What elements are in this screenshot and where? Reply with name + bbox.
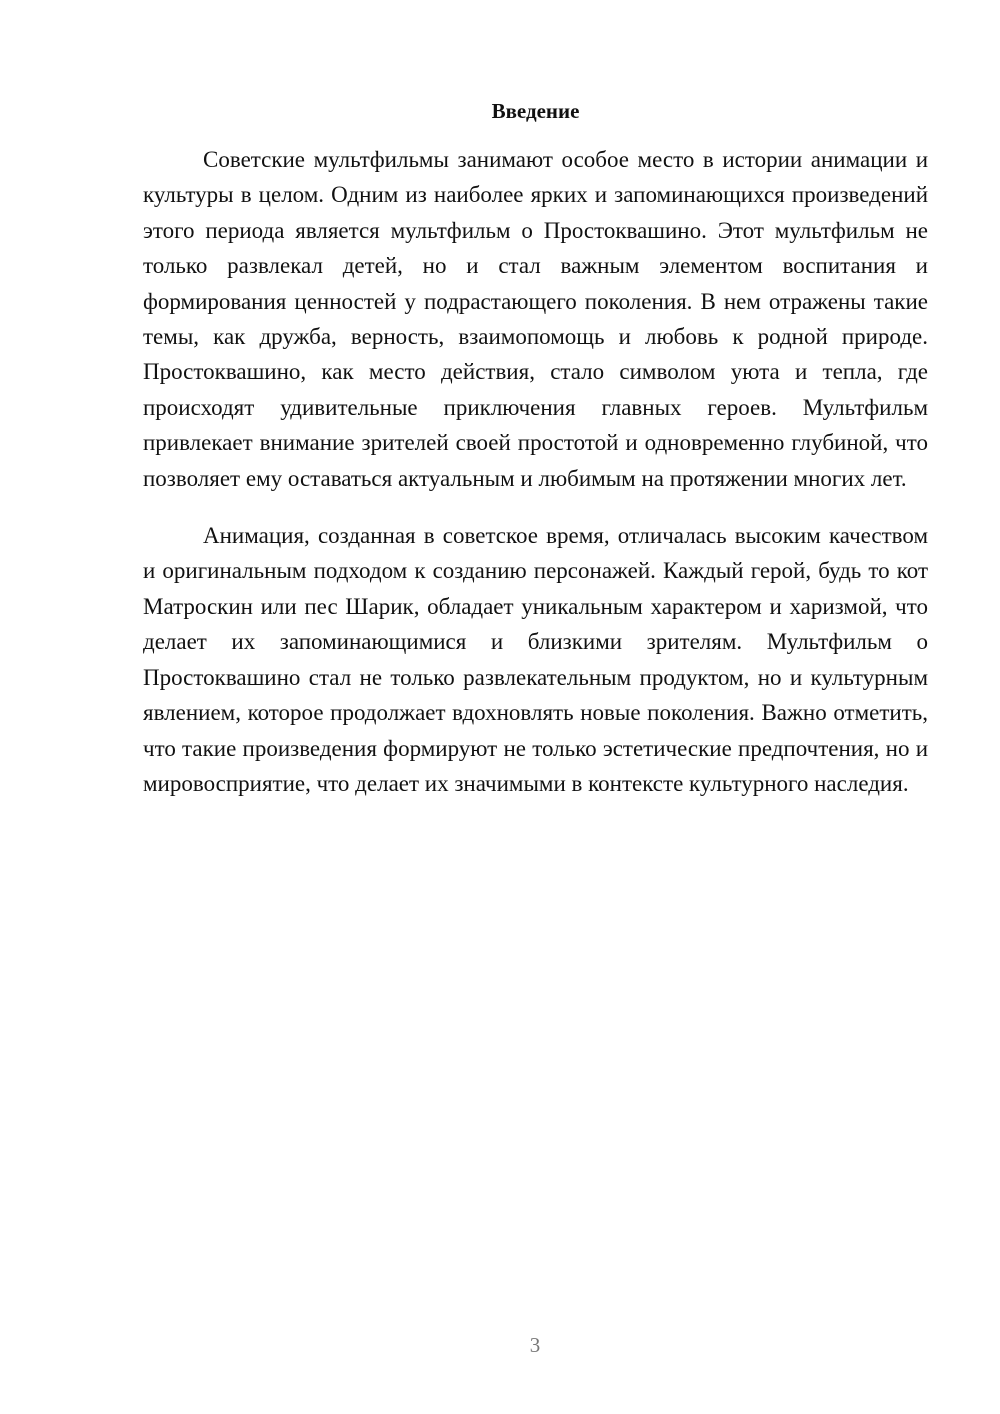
paragraph-1: Советские мультфильмы занимают особое место в истории анимации и культуры в целом. Одним из наиболее ярких и запоминающихся произведений этого периода является мультфильм о Простоквашино. Этот мультфильм не только развлекал детей, но и стал важным элементом воспитания и формирования ценностей у подрастающего поколения. В нем отражены такие темы, как дружба, верность, взаимопомощь и любовь к родной природе. Простоквашино, как место действия, стало символом уюта и тепла, где происходят удивительные приключения главных героев. Мультфильм привлекает внимание зрителей своей простотой и одновременно глубиной, что позволяет ему оставаться актуальным и любимым на протяжении многих лет. <box>143 147 928 491</box>
page-content <box>143 96 928 801</box>
page-number: 3 <box>529 1333 541 1357</box>
section-heading: Введение <box>491 99 580 123</box>
paragraph-2: Анимация, созданная в советское время, отличалась высоким качеством и оригинальным подходом к созданию персонажей. Каждый герой, будь то кот Матроскин или пес Шарик, обладает уникальным характером и харизмой, что делает их запоминающимися и близкими зрителям. Мультфильм о Простоквашино стал не только развлекательным продуктом, но и культурным явлением, которое продолжает вдохновлять новые поколения. Важно отметить, что такие произведения формируют не только эстетические предпочтения, но и мировосприятие, что делает их значимыми в контексте культурного наследия. <box>143 523 928 796</box>
